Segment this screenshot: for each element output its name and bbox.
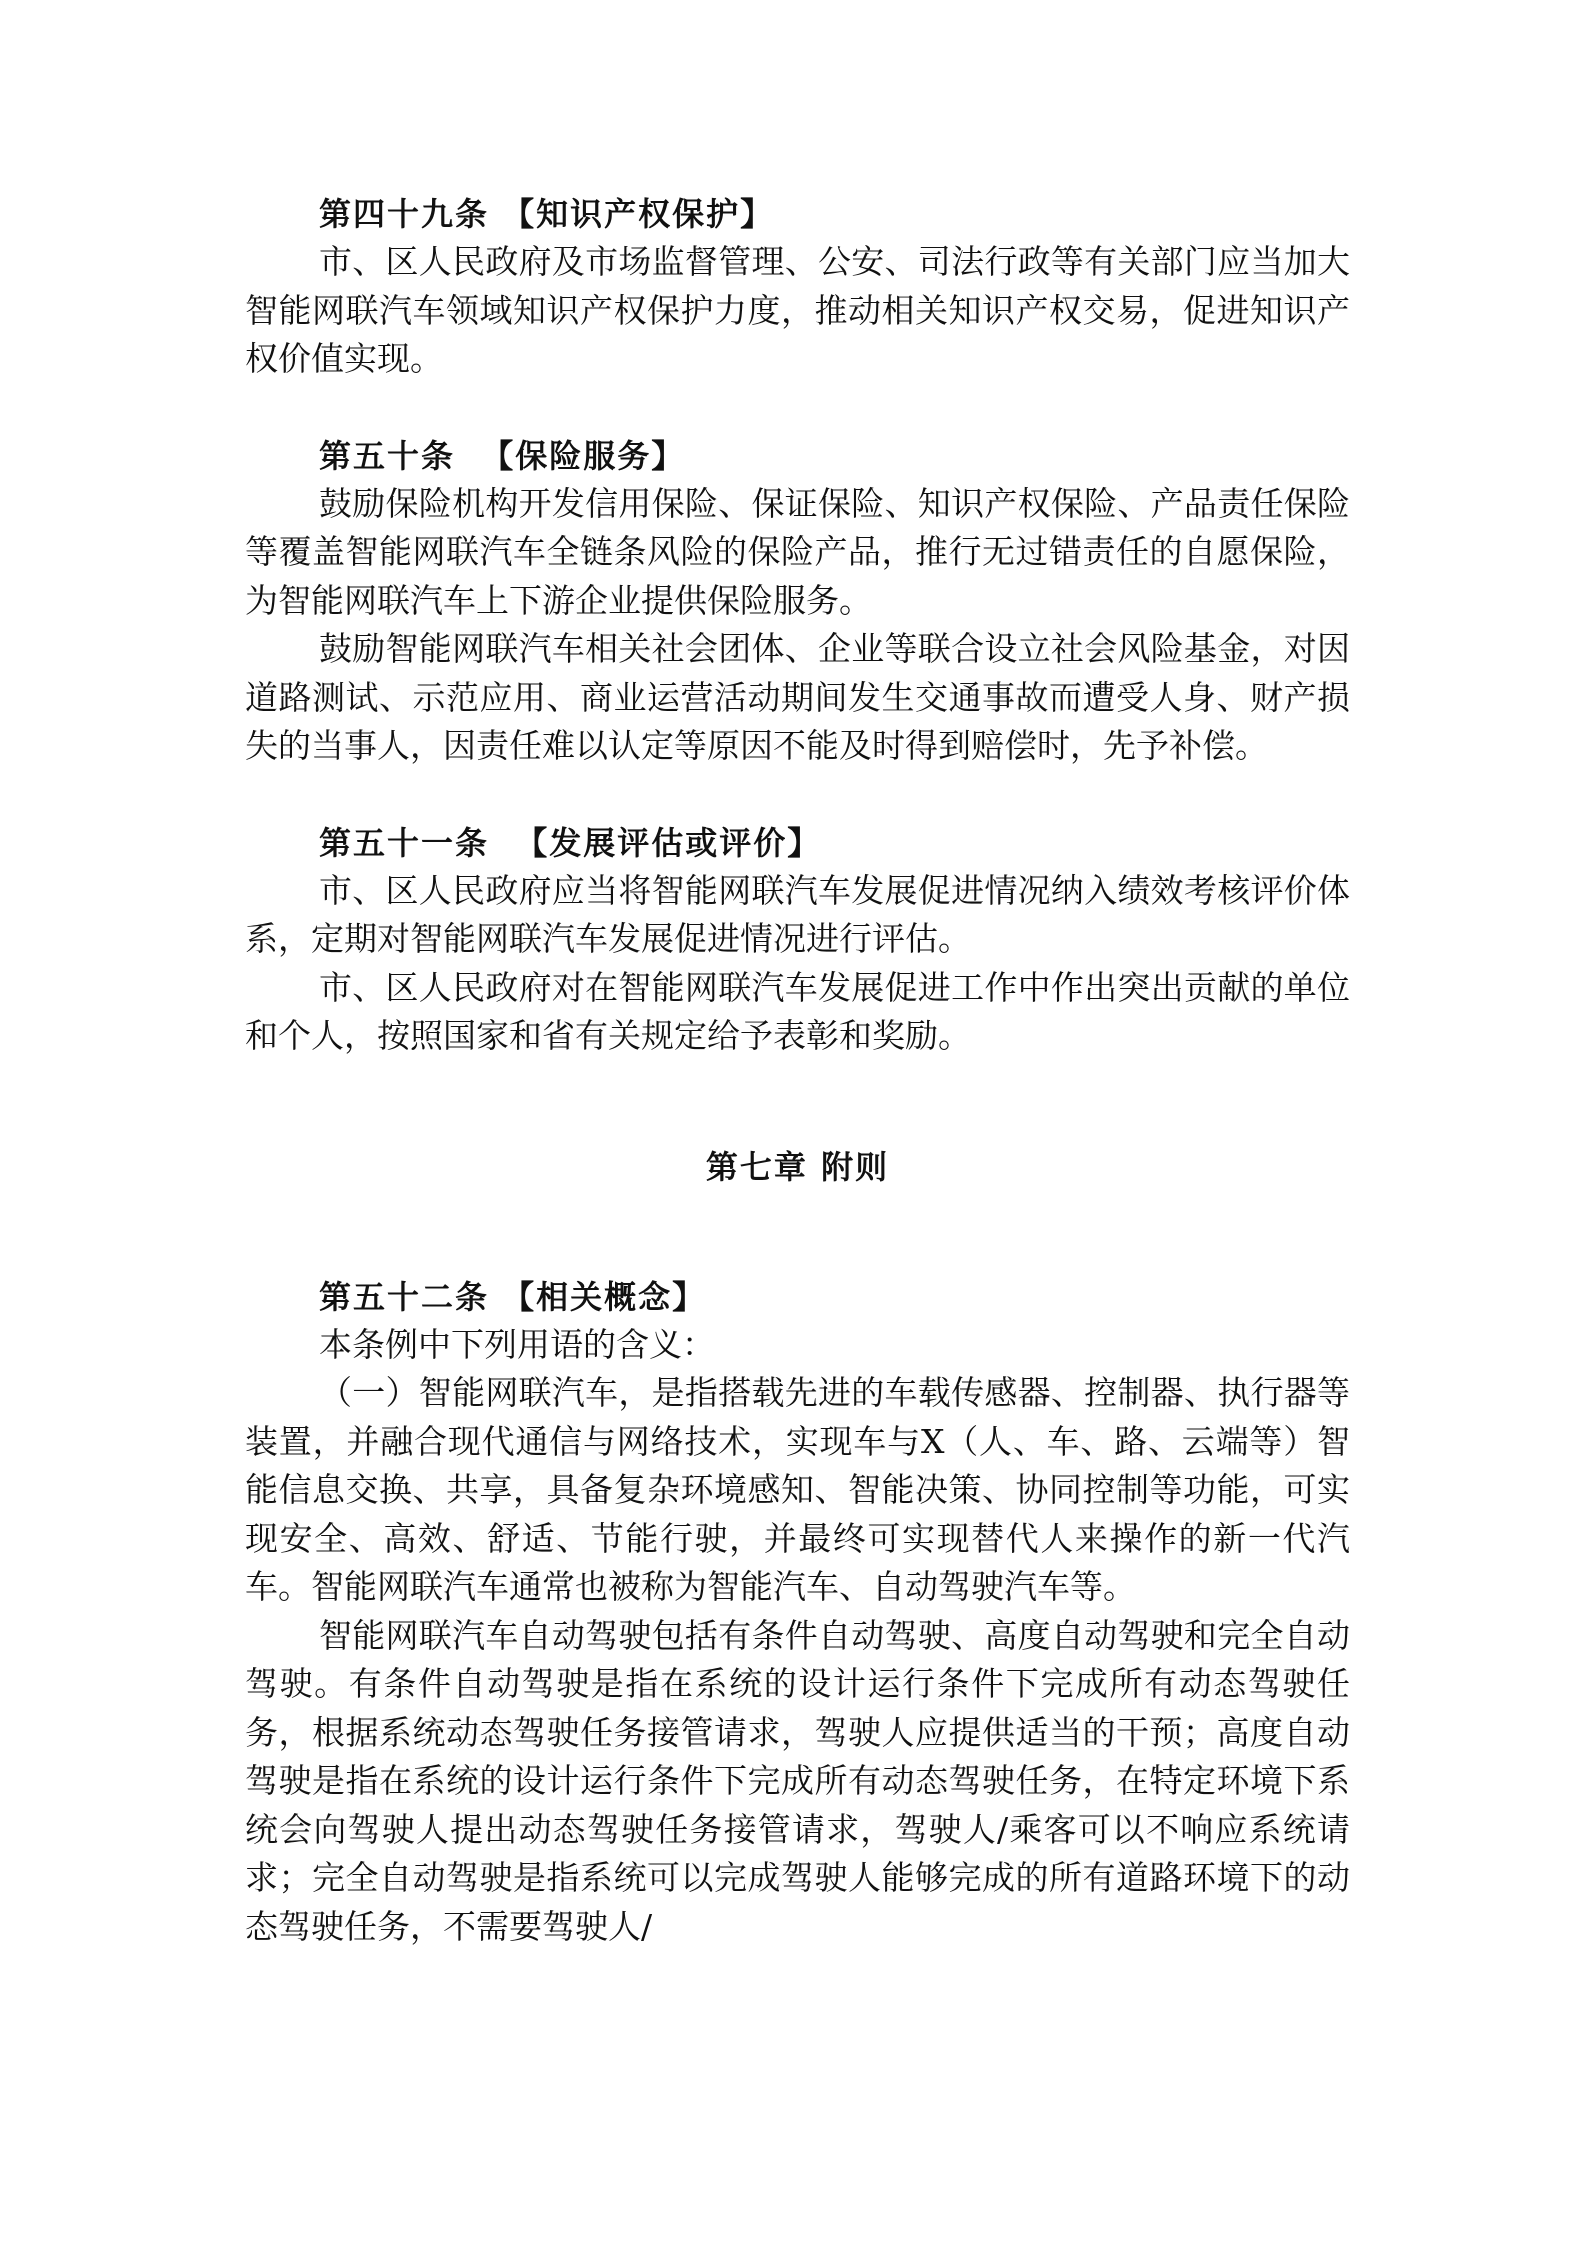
article-paragraph: 本条例中下列用语的含义： [319,1324,715,1364]
article-title: 第四十九条 【知识产权保护】 [319,195,775,233]
spacer [245,1061,1350,1143]
article-paragraph: 市、区人民政府对在智能网联汽车发展促进工作中作出突出贡献的单位和个人，按照国家和省有关规定给予表彰和奖励。 [245,967,1350,1055]
article-52 [245,1273,1350,1952]
article-title: 第五十条 【保险服务】 [319,436,686,475]
chapter-title: 第七章 附则 [705,1147,890,1186]
article-paragraph: 鼓励智能网联汽车相关社会团体、企业等联合设立社会风险基金，对因道路测试、示范应用、商业运营活动期间发生交通事故而遭受人身、财产损失的当事人，因责任难以认定等原因不能及时得到赔偿时，先予补偿。 [245,629,1350,765]
article-50 [245,432,1350,771]
article-title: 第五十一条 【发展评估或评价】 [319,823,822,862]
article-paragraph: 鼓励保险机构开发信用保险、保证保险、知识产权保险、产品责任保险等覆盖智能网联汽车全链条风险的保险产品，推行无过错责任的自愿保险，为智能网联汽车上下游企业提供保险服务。 [245,483,1350,620]
spacer [245,384,1350,432]
article-paragraph: 智能网联汽车自动驾驶包括有条件自动驾驶、高度自动驾驶和完全自动驾驶。有条件自动驾驶是指在系统的设计运行条件下完成所有动态驾驶任务，根据系统动态驾驶任务接管请求，驾驶人应提供适当的干预；高度自动驾驶是指在系统的设计运行条件下完成所有动态驾驶任务，在特定环境下系统会向驾驶人提出动态驾驶任务接管请求，驾驶人/乘客可以不响应系统请求；完全自动驾驶是指系统可以完成驾驶人能够完成的所有道路环境下的动态驾驶任务，不需要驾驶人/ [245,1615,1350,1946]
article-51 [245,819,1350,1061]
article-paragraph: （一）智能网联汽车，是指搭载先进的车载传感器、控制器、执行器等装置，并融合现代通信与网络技术，实现车与X（人、车、路、云端等）智能信息交换、共享，具备复杂环境感知、智能决策、协同控制等功能，可实现安全、高效、舒适、节能行驶，并最终可实现替代人来操作的新一代汽车。智能网联汽车通常也被称为智能汽车、自动驾驶汽车等。 [245,1373,1350,1606]
article-paragraph: 市、区人民政府及市场监督管理、公安、司法行政等有关部门应当加大智能网联汽车领域知识产权保护力度，推动相关知识产权交易，促进知识产权价值实现。 [245,242,1350,378]
document-page [245,190,1350,1951]
spacer [245,1191,1350,1273]
article-paragraph: 市、区人民政府应当将智能网联汽车发展促进情况纳入绩效考核评价体系，定期对智能网联汽车发展促进情况进行评估。 [245,870,1350,958]
article-title: 第五十二条 【相关概念】 [319,1277,707,1316]
spacer [245,771,1350,819]
article-49 [245,190,1350,384]
